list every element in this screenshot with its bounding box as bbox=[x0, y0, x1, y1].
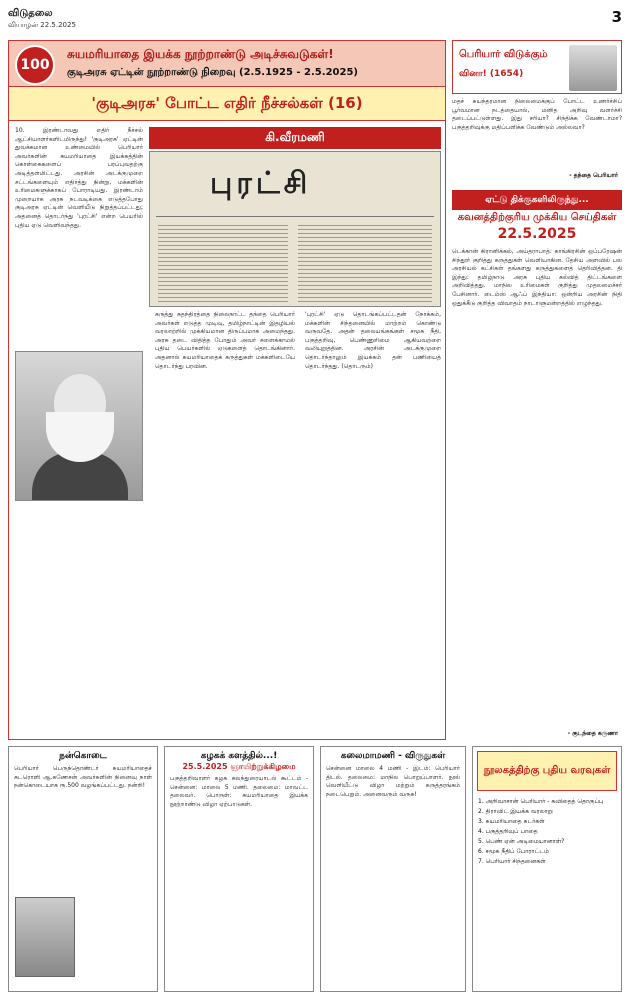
centenary-logo: 100 bbox=[15, 45, 55, 85]
quote-text: மதச் சுயந்தரமான நிலைமைக்குப் போட்ட உணர்ச்சிப் பூர்வமான நடத்தையால், மனித அறிவு வளர்ச்சி தடைப்பட்டுள்ளது. இது சரியா? சிந்திக்க வேண்டாமா? பகுத்தறிவுக்கு மதிப்பளிக்க வேண்டும் அல்லவா? bbox=[452, 98, 622, 131]
donor-photo bbox=[15, 897, 75, 977]
list-item: 6. சமூக நீதிப் போராட்டம் bbox=[478, 848, 549, 855]
donation-heading: நன்கொடை bbox=[59, 751, 107, 761]
quote-title: பெரியார் விடுக்கும் bbox=[459, 49, 548, 60]
quote-signature: - தந்தை பெரியார் bbox=[569, 172, 618, 179]
library-heading: நூலகத்திற்கு புதிய வரவுகள் bbox=[477, 751, 617, 791]
award-box bbox=[320, 746, 466, 992]
series-banner bbox=[9, 41, 445, 87]
news-signature: - குடந்தை கருணா bbox=[567, 730, 618, 737]
events-text: பகுத்தறிவாளர் கழக கலந்துரையாடல் கூட்டம் - சென்னை: மாலை 5 மணி. தலைமை: மாவட்ட தலைவர். பொருள்: சுயமரியாதை இயக்க நூற்றாண்டு விழா ஏற்பாடுகள். bbox=[170, 775, 308, 808]
library-box bbox=[472, 746, 622, 992]
award-heading: கலைமாமணி - விருதுகள் bbox=[340, 751, 446, 761]
list-item: 1. அறிவாசான் பெரியார் - கவிதைத் தொகுப்பு bbox=[478, 798, 604, 805]
bottom-row bbox=[8, 746, 622, 992]
masthead-name: விடுதலை bbox=[8, 8, 53, 19]
list-item: 5. பெண் ஏன் அடிமையானாள்? bbox=[478, 838, 565, 845]
periyar-portrait bbox=[15, 351, 143, 501]
quote-header bbox=[452, 40, 622, 94]
book-list bbox=[473, 795, 621, 869]
news-header: ஏட்டு திக்குகளிலிருந்து... bbox=[452, 190, 622, 210]
donation-box bbox=[8, 746, 158, 992]
events-heading: கழகக் களத்தில்...! bbox=[200, 751, 278, 761]
events-date: 25.5.2025 ஞாயிற்றுக்கிழமை bbox=[182, 762, 296, 771]
list-item: 7. பெரியார் சிந்தனைகள் bbox=[478, 858, 546, 865]
page-number: 3 bbox=[611, 8, 622, 26]
series-title-band bbox=[9, 87, 445, 121]
quote-subtitle: வினா! (1654) bbox=[459, 69, 524, 79]
main-article bbox=[8, 40, 446, 740]
award-text: சென்னை மாலை 4 மணி - இடம்: பெரியார் திடல். தலைமை: மாநில பொறுப்பாளர். நூல் வெளியீட்டு விழா மற்றும் கருத்தரங்கம் நடைபெறும். அனைவரும் வருக! bbox=[326, 765, 460, 798]
article-column-1: 10. இரண்டாவது எதிர் நீச்சல் ஆட்சியாளர்களிடமிருந்து! 'குடிஅரசு' ஏட்டின் துவக்கமான உண்மையில் பெரியார் அவர்களின் சுயமரியாதை இயக்கத்தின் கொள்கைகளைப் பரப்புவதற்கு அடித்தளமிட்டது. அரசின் அடக்குமுறை சட்டங்களையும் எதிர்த்து நின்று, மக்களின் உரிமைகளுக்காகப் போராடியது. இரண்டாம் முறையாக அரசு நடவடிக்கை எடுத்தபோது குடிஅரசு ஏட்டின் வெளியீடு நிறுத்தப்பட்டது; அதனைத் தொடர்ந்து 'புரட்சி' என்ற பெயரில் புதிய ஏடு வெளிவந்தது. bbox=[15, 127, 143, 229]
series-title: 'குடிஅரசு' போட்ட எதிர் நீச்சல்கள் (16) bbox=[91, 93, 363, 112]
sidebar bbox=[452, 40, 622, 740]
banner-subtitle: குடிஅரசு ஏட்டின் நூற்றாண்டு நிறைவு (2.5.1925 - 2.5.2025) bbox=[67, 67, 358, 78]
news-text: டெக்கான் கிரானிக்கல், அய்தராபாத்: காங்கிரசின் ஒப்பரேஷன் சிந்தூர் குறித்து கருத்துகள் வெளியாகின. தேசிய அளவில் பல அரசியல் கட்சிகள் தங்களது கருத்துகளைத் தெரிவித்தன. தி இந்து: தமிழ்நாடு அரசு புதிய கல்வித் திட்டங்களை அறிவித்தது. மாநில உரிமைகள் குறித்து முதலமைச்சர் பேசினார். டைம்ஸ் ஆஃப் இந்தியா: ஒன்றிய அரசின் நிதி ஒதுக்கீடு குறித்த விவாதம் நாடாளுமன்றத்தில் எழுந்தது. bbox=[452, 248, 622, 307]
masthead-date: வியாழன் 22.5.2025 bbox=[8, 21, 76, 29]
periyar-thumbnail bbox=[569, 45, 617, 91]
news-date: 22.5.2025 bbox=[497, 226, 577, 242]
list-item: 2. திராவிட இயக்க வரலாறு bbox=[478, 808, 553, 815]
newspaper-name: புரட்சி bbox=[210, 166, 312, 201]
list-item: 4. பகுத்தறிவுப் பாதை bbox=[478, 828, 538, 835]
newspaper-image bbox=[149, 151, 441, 307]
news-title: கவனத்திற்குரிய முக்கிய செய்திகள் bbox=[457, 212, 617, 223]
article-column-3: 'புரட்சி' ஏடு தொடங்கப்பட்டதன் நோக்கம், மக்களின் சிந்தனையில் மாற்றம் கொண்டு வருவதே. அதன் தலையங்கங்கள் சமூக நீதி, பகுத்தறிவு, பெண்ணுரிமை ஆகியவற்றை வலியுறுத்தின. அரசின் அடக்குமுறை தொடர்ந்தாலும் இயக்கம் தன் பணியைத் தொடர்ந்தது. (தொடரும்) bbox=[305, 311, 441, 370]
donation-text: பெரியார் பெருந்தொண்டர் சுயமரியாதைச் சுடரொளி ஆ.கணேசன் அவர்களின் நினைவு நாள் நன்கொடையாக ரூ.500 வழங்கப்பட்டது. நன்றி! bbox=[14, 765, 152, 790]
banner-title: சுயமரியாதை இயக்க நூற்றாண்டு அடிச்சுவடுகள்! bbox=[67, 47, 334, 61]
article-column-2: கருத்து சுதந்திரத்தை நிலைநாட்ட தந்தை பெரியார் அவர்கள் எடுத்த முடிவு, தமிழ்நாட்டின் இதழியல் வரலாற்றில் முக்கியமான திருப்பமாக அமைந்தது. அரசு தடை விதித்த போதும் அவர் சளைக்காமல் புதிய பெயர்களில் ஏடுகளைத் தொடங்கினார். அதனால் சுயமரியாதைக் கருத்துகள் மக்களிடையே தொடர்ந்து பரவின. bbox=[155, 311, 295, 370]
list-item: 3. சுயமரியாதை சுடர்கள் bbox=[478, 818, 545, 825]
events-box bbox=[164, 746, 314, 992]
masthead bbox=[8, 8, 622, 32]
author-name: கி.வீரமணி bbox=[149, 127, 441, 149]
